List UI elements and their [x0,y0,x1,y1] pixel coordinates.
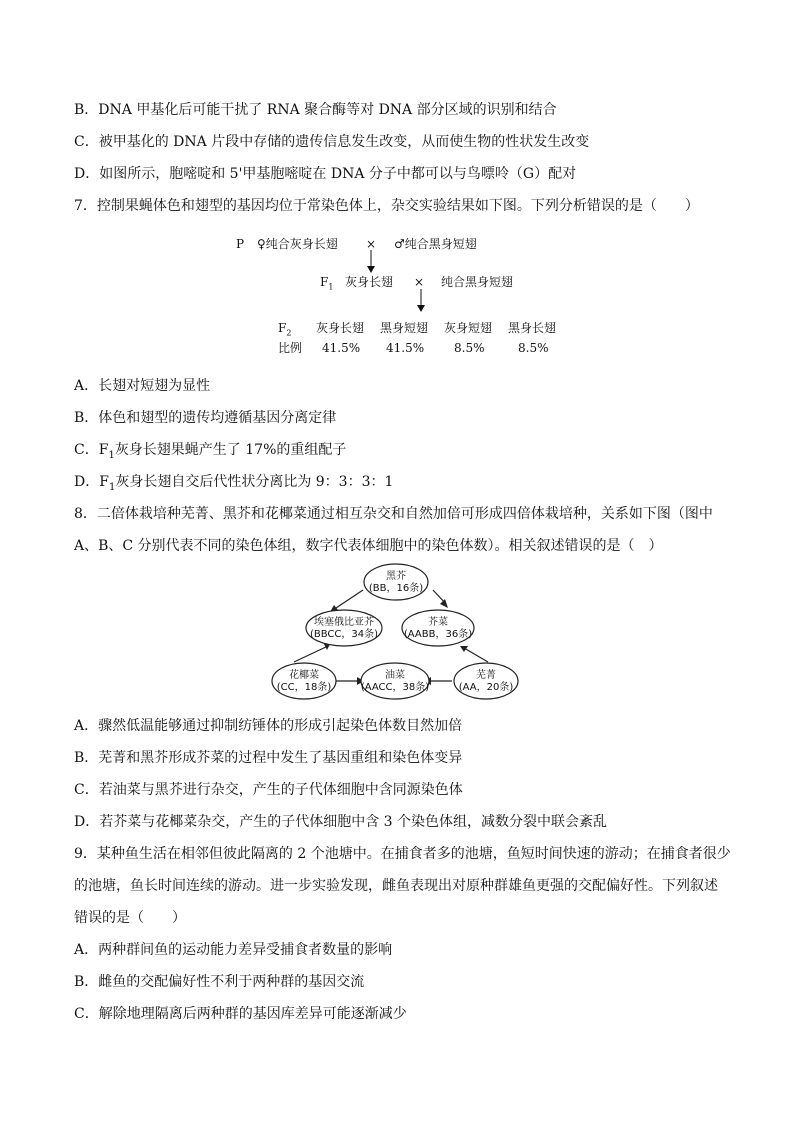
f1-label: $F_1$ [320,275,334,292]
f1-partner: 纯合黑身短翅 [441,275,514,289]
arrowhead [440,599,448,608]
q8-option-b: B．芜菁和黑芥形成芥菜的过程中发生了基因重组和染色体变异 [74,750,463,766]
q8-stem-line-1: 8．二倍体栽培种芜菁、黑芥和花椰菜通过相互杂交和自然加倍可形成四倍体栽培种，关系如下图（图中 [74,506,713,522]
svg-text:(BB，16条): (BB，16条) [368,583,424,594]
cross-sign-f1: × [414,275,425,289]
svg-text:(AABB，36条): (AABB，36条) [403,629,473,640]
svg-text:(AACC，38条): (AACC，38条) [360,682,430,693]
node-youcai [361,663,429,699]
svg-text:芜菁: 芜菁 [476,670,496,681]
q7-option-a: A．长翅对短翅为显性 [74,378,211,394]
q9-option-b: B．雌鱼的交配偏好性不利于两种群的基因交流 [74,974,365,990]
ratio-label: 比例 [278,341,303,355]
svg-text:芥菜: 芥菜 [428,617,448,628]
q8-option-d: D．若芥菜与花椰菜杂交，产生的子代体细胞中含 3 个染色体组，减数分裂中联会紊乱 [74,814,608,830]
q6-option-d: D．如图所示，胞嘧啶和 5'甲基胞嘧啶在 DNA 分子中都可以与鸟嘌呤（G）配对 [74,166,577,182]
q8-option-a: A．骤然低温能够通过抑制纺锤体的形成引起染色体数目然加倍 [74,718,463,734]
chromosome-diagram [268,562,528,702]
f2-ratio: 8.5% [518,341,549,355]
q7-option-b: B．体色和翅型的遗传均遵循基因分离定律 [74,410,337,426]
node-wujing [454,663,518,699]
svg-text:(AA，20条): (AA，20条) [458,682,514,693]
q9-option-c: C．解除地理隔离后两种群的基因库差异可能逐渐减少 [74,1006,407,1022]
f2-ratio: 41.5% [322,341,361,355]
q9-stem-line-3: 错误的是（ ） [74,910,186,926]
node-jiecai [402,610,474,646]
q7-option-d: D．$F_1$灰身长翅自交后代性状分离比为 9：3：3：1 [74,474,394,493]
p-male: ♂纯合黑身短翅 [394,237,477,251]
q9-stem-line-2: 的池塘，鱼长时间连续的游动。进一步实验发现，雌鱼表现出对原种群雄鱼更强的交配偏好性。下列叙述 [74,878,718,894]
f2-ratio: 41.5% [386,341,425,355]
q6-option-c: C．被甲基化的 DNA 片段中存储的遗传信息发生改变，从而使生物的性状发生改变 [74,134,590,150]
q9-option-a: A．两种群间鱼的运动能力差异受捕食者数量的影响 [74,942,393,958]
f2-phenotype: 灰身短翅 [444,321,493,335]
f2-ratio: 8.5% [454,341,485,355]
svg-text:油菜: 油菜 [385,670,405,681]
node-huayecai [272,663,336,699]
edge-wujing-jiecai [464,648,488,662]
f1-phenotype: 灰身长翅 [345,275,394,289]
svg-text:(CC，18条): (CC，18条) [276,682,332,693]
arrow-p-f1 [364,250,378,274]
svg-text:花椰菜: 花椰菜 [289,670,319,681]
svg-text:黑芥: 黑芥 [386,571,406,582]
q7-stem: 7．控制果蝇体色和翅型的基因均位于常染色体上，杂交实验结果如下图。下列分析错误的是（ ） [74,198,699,214]
node-aisai [306,610,382,646]
svg-text:(BBCC，34条): (BBCC，34条) [309,629,379,640]
edge-huayecai-aisai [294,646,328,662]
f2-phenotype: 黑身长翅 [508,321,557,335]
q9-stem-line-1: 9．某种鱼生活在相邻但彼此隔离的 2 个池塘中。在捕食者多的池塘，鱼短时间快速的游动；在捕食者很少 [74,846,731,862]
q8-option-c: C．若油菜与黑芥进行杂交，产生的子代体细胞中含同源染色体 [74,782,463,798]
p-label: P [236,237,245,251]
f2-phenotype: 灰身长翅 [316,321,365,335]
q6-option-b: B．DNA 甲基化后可能干扰了 RNA 聚合酶等对 DNA 部分区域的识别和结合 [74,102,557,118]
f2-phenotype: 黑身短翅 [380,321,429,335]
node-heijie [364,564,428,600]
f2-label: $F_2$ [278,321,292,338]
p-female: ♀纯合灰身长翅 [257,237,338,251]
q8-stem-line-2: A、B、C 分别代表不同的染色体组，数字代表体细胞中的染色体数）。相关叙述错误的是（ ） [74,538,663,554]
arrow-f1-f2 [414,289,428,313]
svg-text:埃塞俄比亚芥: 埃塞俄比亚芥 [314,617,374,628]
q7-option-c: C．$F_1$灰身长翅果蝇产生了 17%的重组配子 [74,442,347,461]
cross-sign-p: × [366,237,377,251]
